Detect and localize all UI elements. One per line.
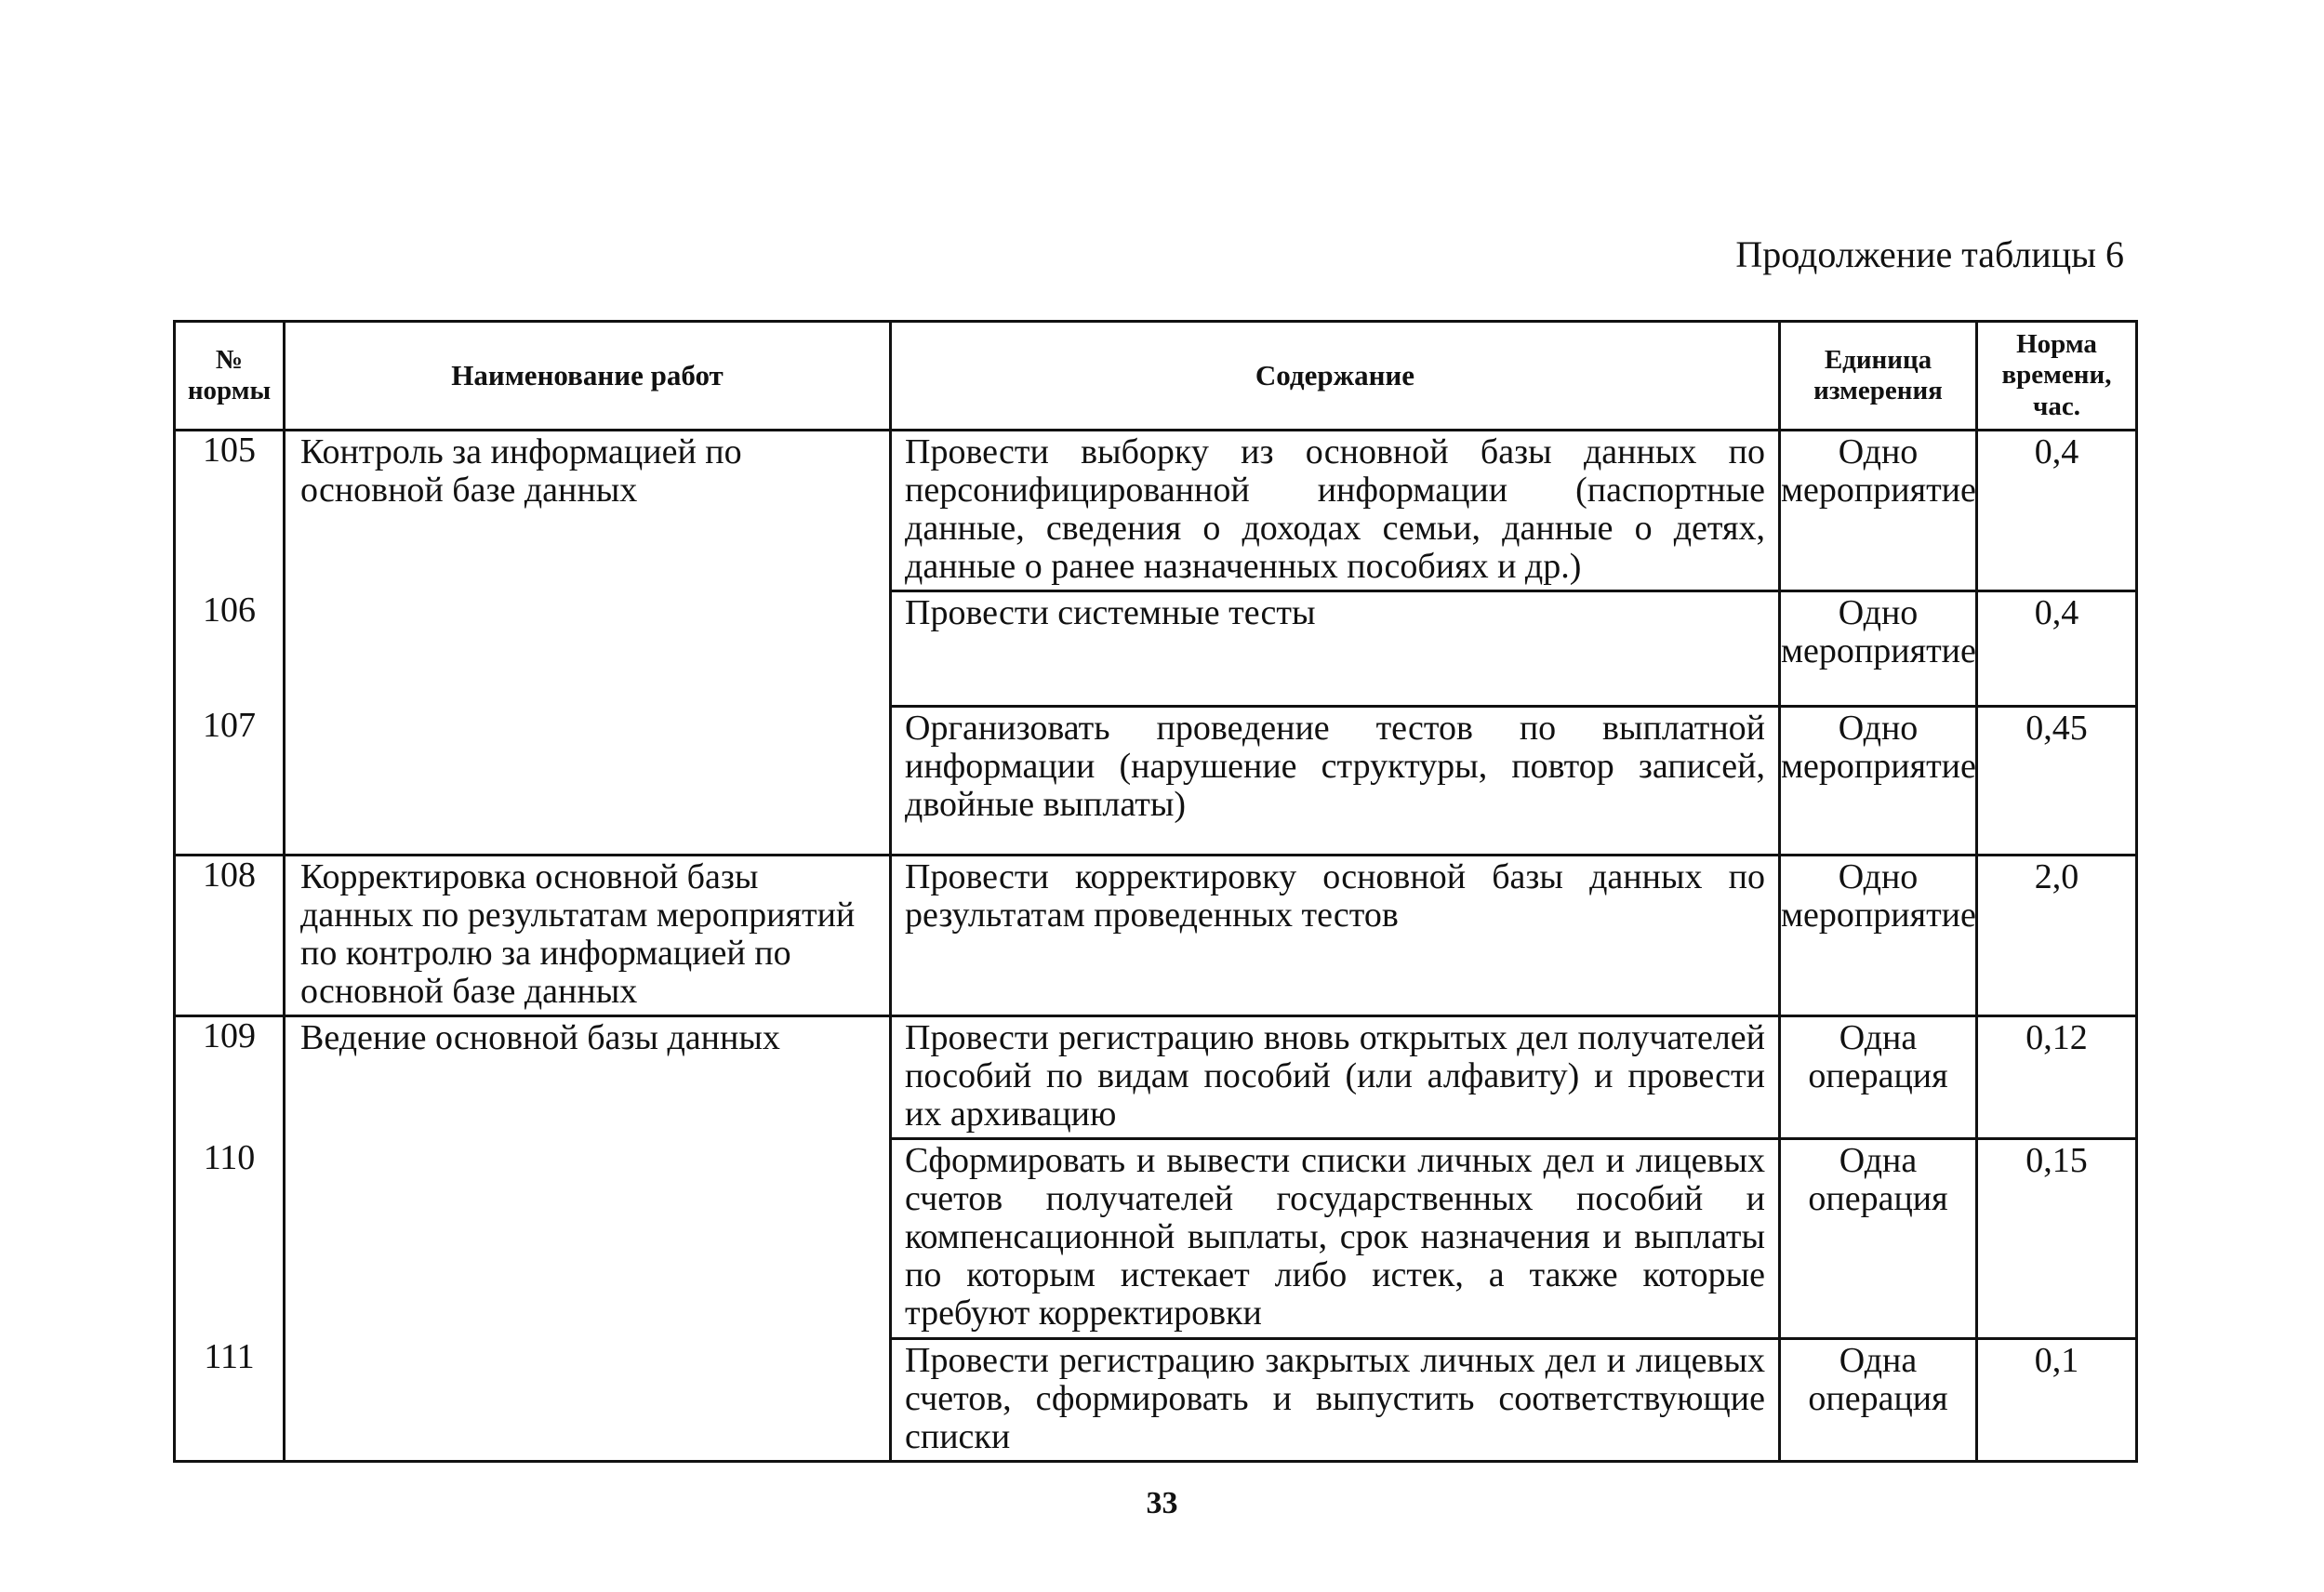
row-unit: Одна операция bbox=[1780, 1016, 1977, 1139]
row-name: Ведение основной базы данных bbox=[285, 1016, 891, 1139]
row-name bbox=[285, 707, 891, 856]
table-row bbox=[175, 1139, 2137, 1338]
row-unit: Одно мероприятие bbox=[1780, 707, 1977, 856]
row-unit: Одно мероприятие bbox=[1780, 591, 1977, 707]
row-number: 109 bbox=[175, 1016, 285, 1139]
row-norm: 0,15 bbox=[1977, 1139, 2137, 1338]
page-number: 33 bbox=[1146, 1486, 1178, 1520]
table-row bbox=[175, 707, 2137, 856]
header-unit: Единица измерения bbox=[1780, 322, 1977, 431]
table-row bbox=[175, 1338, 2137, 1461]
table-row bbox=[175, 856, 2137, 1016]
row-unit: Одно мероприятие bbox=[1780, 856, 1977, 1016]
row-number: 108 bbox=[175, 856, 285, 1016]
row-content: Провести корректировку основной базы данных по результатам проведенных тестов bbox=[891, 856, 1780, 1016]
row-name bbox=[285, 591, 891, 707]
row-number: 106 bbox=[175, 591, 285, 707]
table-row bbox=[175, 431, 2137, 591]
norms-table bbox=[173, 320, 2138, 1463]
table-header-row bbox=[175, 322, 2137, 431]
row-content: Провести выборку из основной базы данных по персонифицированной информации (паспортные данные, сведения о доходах семьи, данные о детях, данные о ранее назначенных пособиях и др.) bbox=[891, 431, 1780, 591]
row-content: Сформировать и вывести списки личных дел и лицевых счетов получателей государственных пособий и компенсационной выплаты, срок назначения и выплаты по которым истекает либо истек, а также которые требуют корректировки bbox=[891, 1139, 1780, 1338]
row-norm: 0,12 bbox=[1977, 1016, 2137, 1139]
row-number: 107 bbox=[175, 707, 285, 856]
row-norm: 0,4 bbox=[1977, 591, 2137, 707]
row-content: Провести системные тесты bbox=[891, 591, 1780, 707]
row-content: Организовать проведение тестов по выплатной информации (нарушение структуры, повтор записей, двойные выплаты) bbox=[891, 707, 1780, 856]
row-number: 105 bbox=[175, 431, 285, 591]
row-name: Контроль за информацией по основной базе данных bbox=[285, 431, 891, 591]
row-name bbox=[285, 1338, 891, 1461]
header-name: Наименование работ bbox=[285, 322, 891, 431]
row-unit: Одна операция bbox=[1780, 1139, 1977, 1338]
row-content: Провести регистрацию вновь открытых дел получателей пособий по видам пособий (или алфавиту) и провести их архивацию bbox=[891, 1016, 1780, 1139]
row-unit: Одна операция bbox=[1780, 1338, 1977, 1461]
row-content: Провести регистрацию закрытых личных дел и лицевых счетов, сформировать и выпустить соответствующие списки bbox=[891, 1338, 1780, 1461]
row-number: 110 bbox=[175, 1139, 285, 1338]
table-caption: Продолжение таблицы 6 bbox=[1735, 233, 2124, 275]
header-content: Содержание bbox=[891, 322, 1780, 431]
table-row bbox=[175, 1016, 2137, 1139]
row-name bbox=[285, 1139, 891, 1338]
row-norm: 0,45 bbox=[1977, 707, 2137, 856]
row-norm: 2,0 bbox=[1977, 856, 2137, 1016]
row-norm: 0,1 bbox=[1977, 1338, 2137, 1461]
table-row bbox=[175, 591, 2137, 707]
row-number: 111 bbox=[175, 1338, 285, 1461]
row-name: Корректировка основной базы данных по результатам мероприятий по контролю за информацией по основной базе данных bbox=[285, 856, 891, 1016]
row-unit: Одно мероприятие bbox=[1780, 431, 1977, 591]
row-norm: 0,4 bbox=[1977, 431, 2137, 591]
header-number: № нормы bbox=[175, 322, 285, 431]
header-norm: Норма времени, час. bbox=[1977, 322, 2137, 431]
